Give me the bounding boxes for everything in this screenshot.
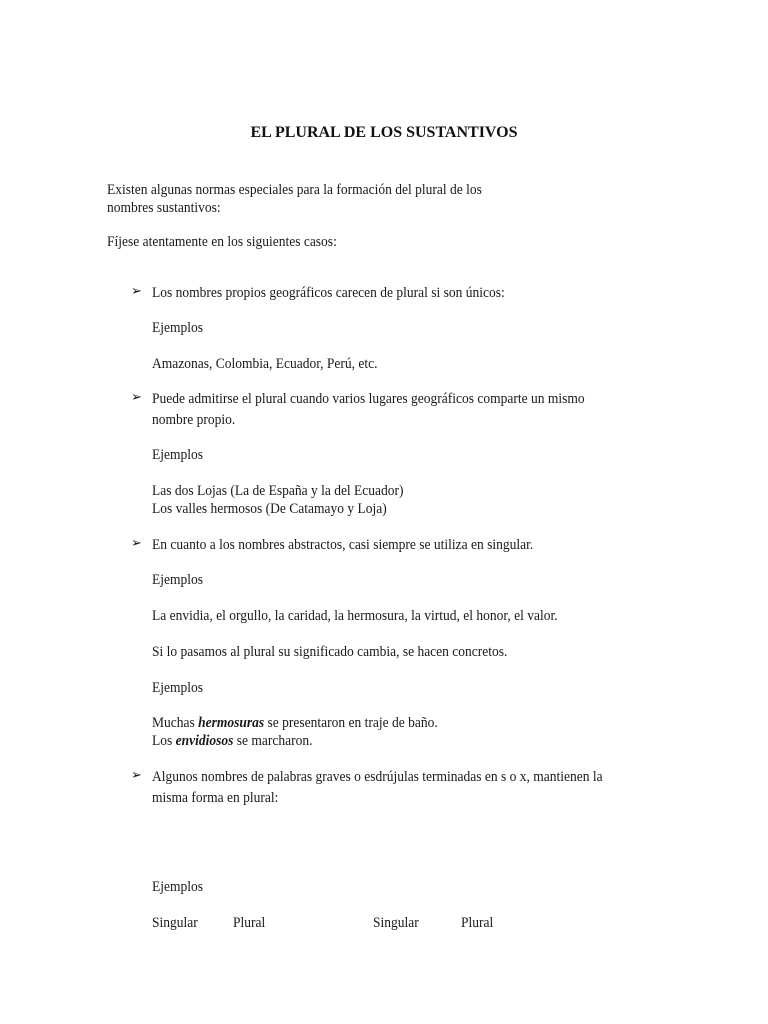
section-1-text: Los nombres propios geográficos carecen de plural si son únicos: [152, 285, 505, 301]
arrow-bullet-icon: ➢ [131, 284, 142, 299]
section-2-example-2: Los valles hermosos (De Catamayo y Loja) [152, 501, 387, 517]
sentence-text: se marcharon. [233, 733, 313, 749]
document-title: EL PLURAL DE LOS SUSTANTIVOS [250, 124, 518, 141]
intro-line-2: nombres sustantivos: [107, 200, 221, 216]
arrow-bullet-icon: ➢ [131, 768, 142, 783]
section-3-example-label-2: Ejemplos [152, 680, 204, 696]
sentence-text: Muchas [152, 715, 199, 731]
emphasized-word: hermosuras [198, 715, 265, 731]
table-header-plural-2: Plural [461, 915, 494, 931]
table-header-singular-2: Singular [373, 915, 419, 931]
section-4-text-line-1: Algunos nombres de palabras graves o esdrújulas terminadas en s o x, mantienen la [152, 769, 603, 785]
sentence-text: se presentaron en traje de baño. [264, 715, 438, 731]
section-3-note: Si lo pasamos al plural su significado cambia, se hacen concretos. [152, 644, 508, 660]
section-3-example-sentence-1 [152, 714, 438, 732]
section-3-example-label: Ejemplos [152, 572, 204, 588]
section-3-example: La envidia, el orgullo, la caridad, la hermosura, la virtud, el honor, el valor. [152, 608, 558, 624]
section-3-text: En cuanto a los nombres abstractos, casi siempre se utiliza en singular. [152, 537, 534, 553]
intro-line-3: Fíjese atentamente en los siguientes casos: [107, 234, 337, 250]
section-2-example-label: Ejemplos [152, 447, 204, 463]
arrow-bullet-icon: ➢ [131, 536, 142, 551]
table-header-plural-1: Plural [233, 915, 266, 931]
section-1-example: Amazonas, Colombia, Ecuador, Perú, etc. [152, 356, 378, 372]
arrow-bullet-icon: ➢ [131, 390, 142, 405]
section-4-example-label: Ejemplos [152, 879, 204, 895]
section-4-text-line-2: misma forma en plural: [152, 790, 279, 806]
section-3-example-sentence-2 [152, 732, 312, 750]
section-2-example-1: Las dos Lojas (La de España y la del Ecuador) [152, 483, 404, 499]
table-header-singular-1: Singular [152, 915, 198, 931]
emphasized-word: envidiosos [175, 733, 234, 749]
section-2-text-line-1: Puede admitirse el plural cuando varios lugares geográficos comparte un mismo [152, 391, 585, 407]
section-1-example-label: Ejemplos [152, 320, 204, 336]
sentence-text: Los [152, 733, 176, 749]
section-2-text-line-2: nombre propio. [152, 412, 236, 428]
intro-line-1: Existen algunas normas especiales para la formación del plural de los [107, 182, 482, 198]
